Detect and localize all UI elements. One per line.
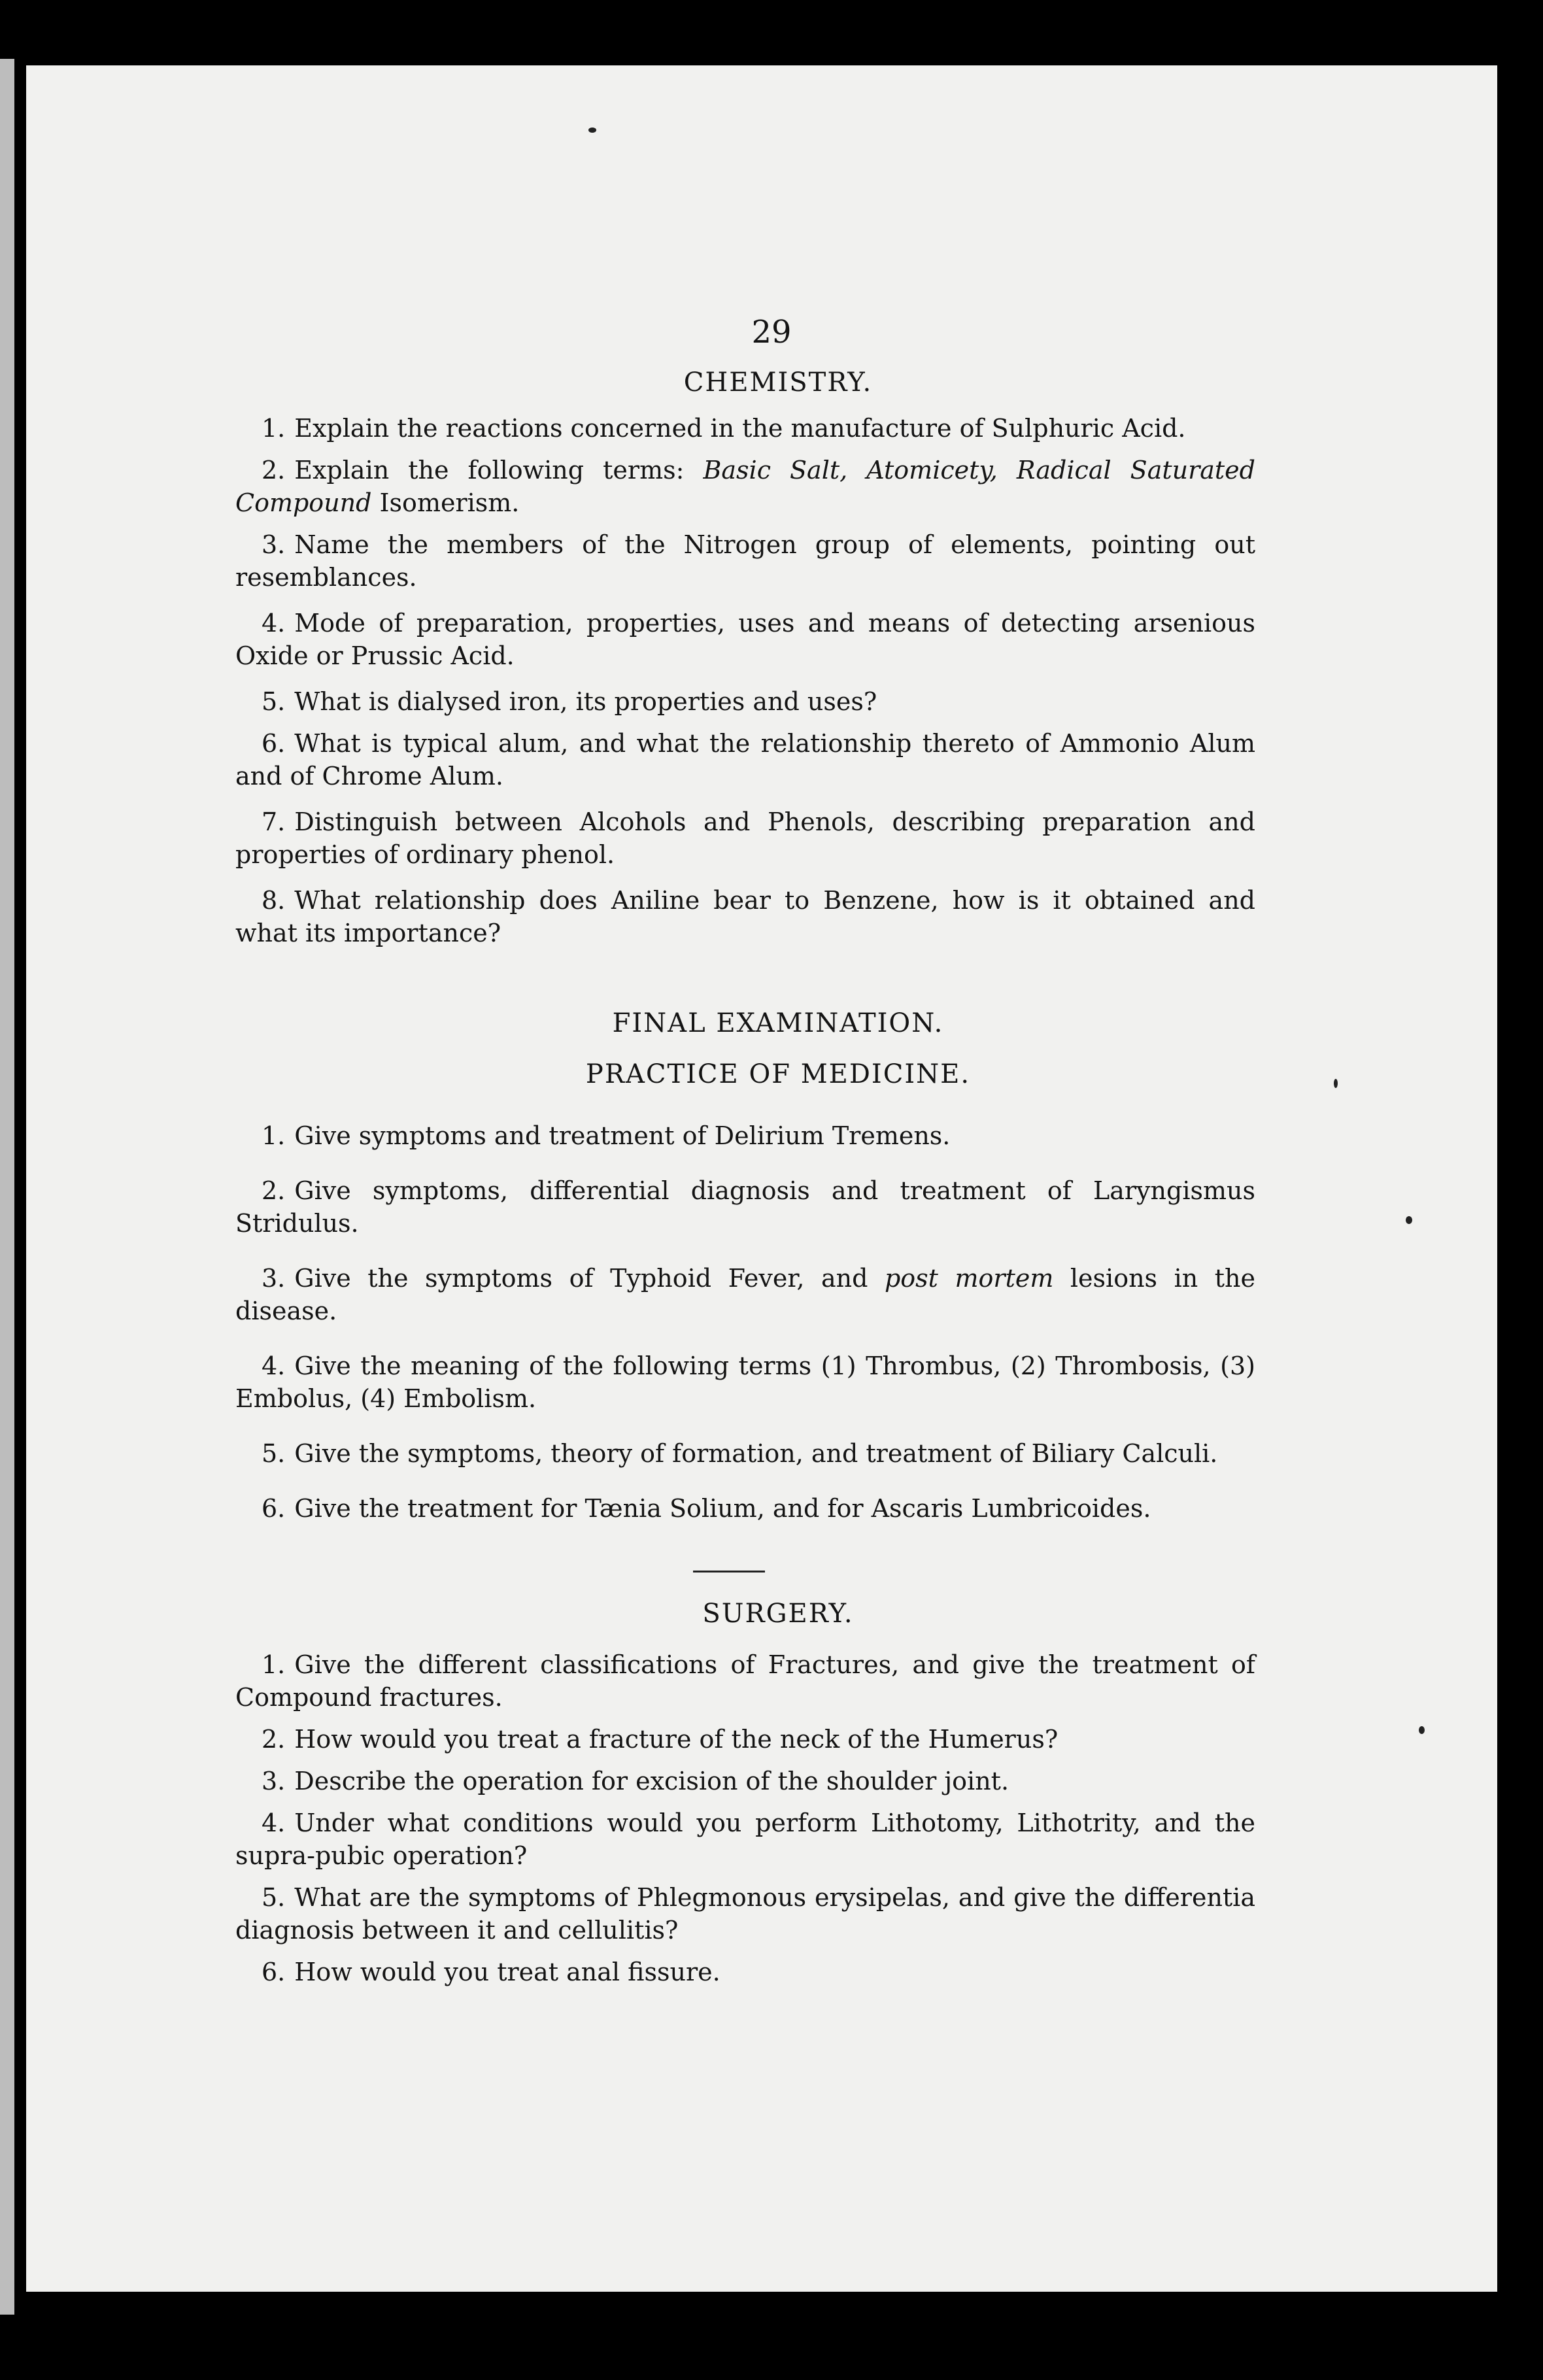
medicine-question-2: [235, 1174, 1255, 1240]
question-text: Under what conditions would you perform Lithotomy, Lithotrity, and the supra-pubic operation?: [235, 1809, 1255, 1870]
question-number: 7.: [262, 808, 286, 836]
question-number: 3.: [262, 1767, 286, 1795]
question-text: Mode of preparation, properties, uses and means of detecting arsenious Oxide or Prussic Acid.: [235, 609, 1255, 670]
question-text: Give the different classifications of Fractures, and give the treatment of Compound fractures.: [235, 1650, 1255, 1712]
medicine-question-5: [235, 1437, 1255, 1470]
question-text: Explain the following terms:: [294, 456, 704, 484]
question-text: Give the treatment for Tænia Solium, and for Ascaris Lumbricoides.: [294, 1494, 1151, 1523]
question-number: 1.: [262, 1121, 286, 1150]
chemistry-question-8: [235, 884, 1255, 949]
scan-speck: [1419, 1726, 1425, 1734]
question-number: 5.: [262, 687, 286, 716]
medicine-question-4: [235, 1350, 1255, 1415]
chemistry-question-4: [235, 607, 1255, 672]
chemistry-question-6: [235, 727, 1255, 792]
question-text: Explain the reactions concerned in the manufacture of Sulphuric Acid.: [294, 414, 1186, 443]
question-text: Distinguish between Alcohols and Phenols, describing preparation and properties of ordinary phenol.: [235, 808, 1255, 869]
chemistry-question-1: [235, 412, 1255, 445]
chemistry-question-2: [235, 454, 1255, 519]
surgery-question-6: [235, 1956, 1255, 1988]
scan-speck: [1406, 1216, 1412, 1224]
film-edge: [0, 59, 14, 2315]
final-examination-title: FINAL EXAMINATION.: [612, 1008, 944, 1038]
question-text: Give the meaning of the following terms (1) Thrombus, (2) Thrombosis, (3) Embolus, (4) Embolism.: [235, 1352, 1255, 1413]
question-number: 5.: [262, 1883, 286, 1912]
chemistry-question-5: [235, 685, 1255, 718]
chemistry-title: CHEMISTRY.: [683, 367, 873, 398]
question-number: 3.: [262, 530, 286, 559]
question-text: lesions in the disease.: [235, 1264, 1256, 1325]
surgery-question-3: [235, 1765, 1255, 1797]
medicine-question-3: [235, 1262, 1255, 1327]
question-number: 4.: [262, 609, 286, 638]
surgery-question-2: [235, 1723, 1255, 1756]
question-text: Give the symptoms of Typhoid Fever, and: [294, 1264, 885, 1293]
question-number: 3.: [262, 1264, 286, 1293]
question-number: 6.: [262, 1958, 286, 1986]
question-number: 6.: [262, 1494, 286, 1523]
surgery-question-5: [235, 1881, 1255, 1946]
surgery-question-4: [235, 1807, 1255, 1872]
question-number: 2.: [262, 456, 286, 484]
practice-of-medicine-title: PRACTICE OF MEDICINE.: [585, 1059, 971, 1089]
question-text-italic: Basic Salt, Atomicety, Radical Saturated Compound: [235, 456, 1255, 517]
question-number: 4.: [262, 1352, 286, 1380]
question-number: 8.: [262, 886, 286, 915]
question-number: 1.: [262, 414, 286, 443]
scan-speck: [1334, 1079, 1338, 1088]
question-text: Describe the operation for excision of the shoulder joint.: [294, 1767, 1009, 1795]
question-text: Name the members of the Nitrogen group of elements, pointing out resemblances.: [235, 530, 1255, 592]
question-text: Isomerism.: [371, 488, 520, 517]
question-text: Give symptoms and treatment of Delirium Tremens.: [294, 1121, 951, 1150]
question-number: 5.: [262, 1439, 286, 1468]
question-number: 2.: [262, 1725, 286, 1754]
question-text: How would you treat anal fissure.: [294, 1958, 721, 1986]
scan-speck: [588, 128, 596, 133]
question-text-italic: post mortem: [884, 1264, 1054, 1293]
question-text: How would you treat a fracture of the neck of the Humerus?: [294, 1725, 1059, 1754]
chemistry-question-3: [235, 528, 1255, 594]
section-divider: [693, 1571, 765, 1572]
chemistry-question-7: [235, 806, 1255, 871]
question-number: 4.: [262, 1809, 286, 1837]
question-text: Give the symptoms, theory of formation, and treatment of Biliary Calculi.: [294, 1439, 1218, 1468]
question-text: What is typical alum, and what the relationship thereto of Ammonio Alum and of Chrome Alum.: [235, 729, 1255, 790]
document-page: [26, 65, 1497, 2292]
surgery-question-1: [235, 1648, 1255, 1714]
question-number: 6.: [262, 729, 286, 758]
surgery-title: SURGERY.: [702, 1599, 854, 1629]
page-content: [235, 314, 1255, 1998]
question-text: Give symptoms, differential diagnosis and treatment of Laryngismus Stridulus.: [235, 1176, 1255, 1238]
question-text: What is dialysed iron, its properties and uses?: [294, 687, 877, 716]
medicine-question-1: [235, 1119, 1255, 1152]
page-number: 29: [751, 314, 792, 350]
medicine-question-6: [235, 1492, 1255, 1525]
question-number: 2.: [262, 1176, 286, 1205]
question-text: What are the symptoms of Phlegmonous erysipelas, and give the differentia diagnosis between it and cellulitis?: [235, 1883, 1255, 1945]
question-text: What relationship does Aniline bear to Benzene, how is it obtained and what its importance?: [235, 886, 1255, 947]
question-number: 1.: [262, 1650, 286, 1679]
